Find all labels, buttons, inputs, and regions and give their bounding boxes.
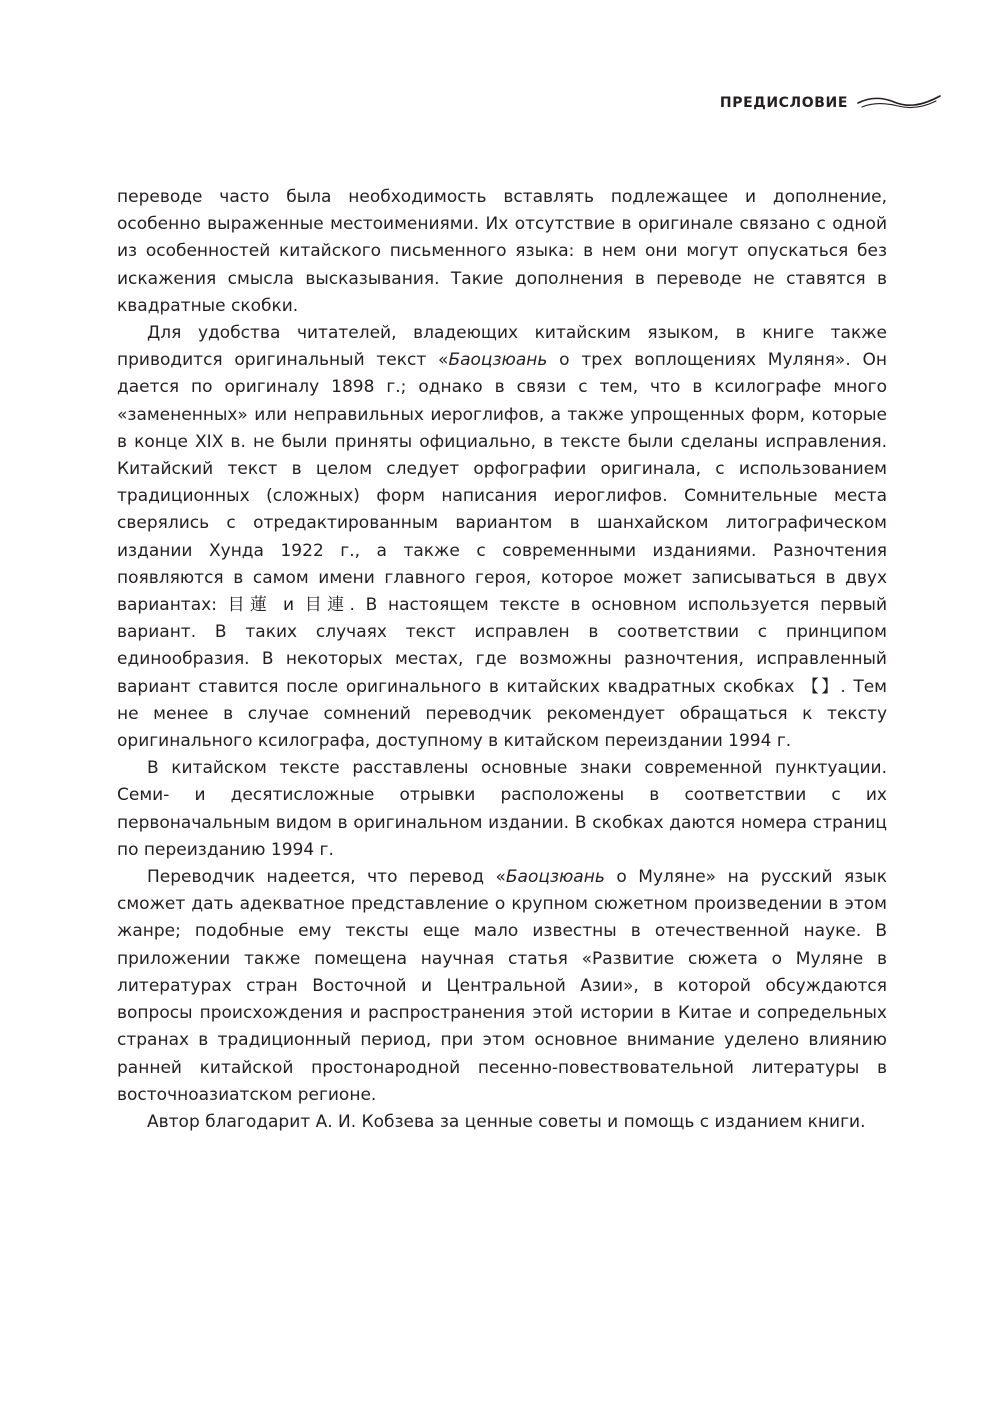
paragraph: [117, 1109, 887, 1136]
paragraph-text: Переводчик надеется, что перевод «: [147, 867, 506, 888]
italic-text: Баоцзюань: [505, 867, 605, 888]
header-title: ПРЕДИСЛОВИЕ: [719, 95, 848, 111]
wave-ornament-icon: [856, 92, 942, 114]
italic-text: Баоцзюань: [448, 350, 548, 371]
paragraph-text: Автор благодарит А. И. Кобзева за ценные советы и помощь с изданием книги.: [147, 1111, 866, 1132]
body-text: [117, 184, 887, 1136]
paragraph: [117, 755, 887, 864]
paragraph: [117, 864, 887, 1109]
paragraph: [117, 320, 887, 755]
paragraph-text: о трех воплощениях Муляня». Он дается по оригиналу 1898 г.; однако в связи с тем, что в ксилографе много «замененных» или неправильных иероглифов, а также упрощенных форм, которые в конце XIX в. не были приняты официально, в тексте были сделаны исправления. Китайский текст в целом следует орфографии оригинала, с использованием традиционных (сложных) форм написания иероглифов. Сомнительные места сверялись с отредактированным вариантом в шанхайском литографическом издании Хунда 1922 г., а также с современными изданиями. Разночтения появляются в самом имени главного героя, которое может записываться в двух вариантах: 目蓮 и 目連. В настоящем тексте в основном используется первый вариант. В таких случаях текст исправлен в соответствии с принципом единообразия. В некоторых местах, где возможны разночтения, исправленный вариант ставится после оригинального в китайских квадратных скобках 【】. Тем не менее в случае сомнений переводчик рекомендует обращаться к тексту оригинального ксилографа, доступному в китайском переиздании 1994 г.: [117, 350, 887, 752]
running-header: [720, 92, 942, 114]
paragraph: [117, 184, 887, 320]
paragraph-text: Для удобства читателей, владеющих китайским языком, в книге также приводится оригинальный текст «: [117, 323, 887, 371]
paragraph-text: В китайском тексте расставлены основные знаки современной пунктуации. Семи- и десятисложные отрывки расположены в соответствии с их первоначальным видом в оригинальном издании. В скобках даются номера страниц по переизданию 1994 г.: [117, 758, 887, 860]
paragraph-text: переводе часто была необходимость вставлять подлежащее и дополнение, особенно выраженные местоимениями. Их отсутствие в оригинале связано с одной из особенностей китайского письменного языка: в нем они могут опускаться без искажения смысла высказывания. Такие дополнения в переводе не ставятся в квадратные скобки.: [117, 187, 887, 316]
paragraph-text: о Муляне» на русский язык сможет дать адекватное представление о крупном сюжетном произведении в этом жанре; подобные ему тексты еще мало известны в отечественной науке. В приложении также помещена научная статья «Развитие сюжета о Муляне в литературах стран Восточной и Центральной Азии», в которой обсуждаются вопросы происхождения и распространения этой истории в Китае и сопредельных странах в традиционный период, при этом основное внимание уделено влиянию ранней китайской простонародной песенно-повествовательной литературы в восточноазиатском регионе.: [117, 867, 887, 1105]
